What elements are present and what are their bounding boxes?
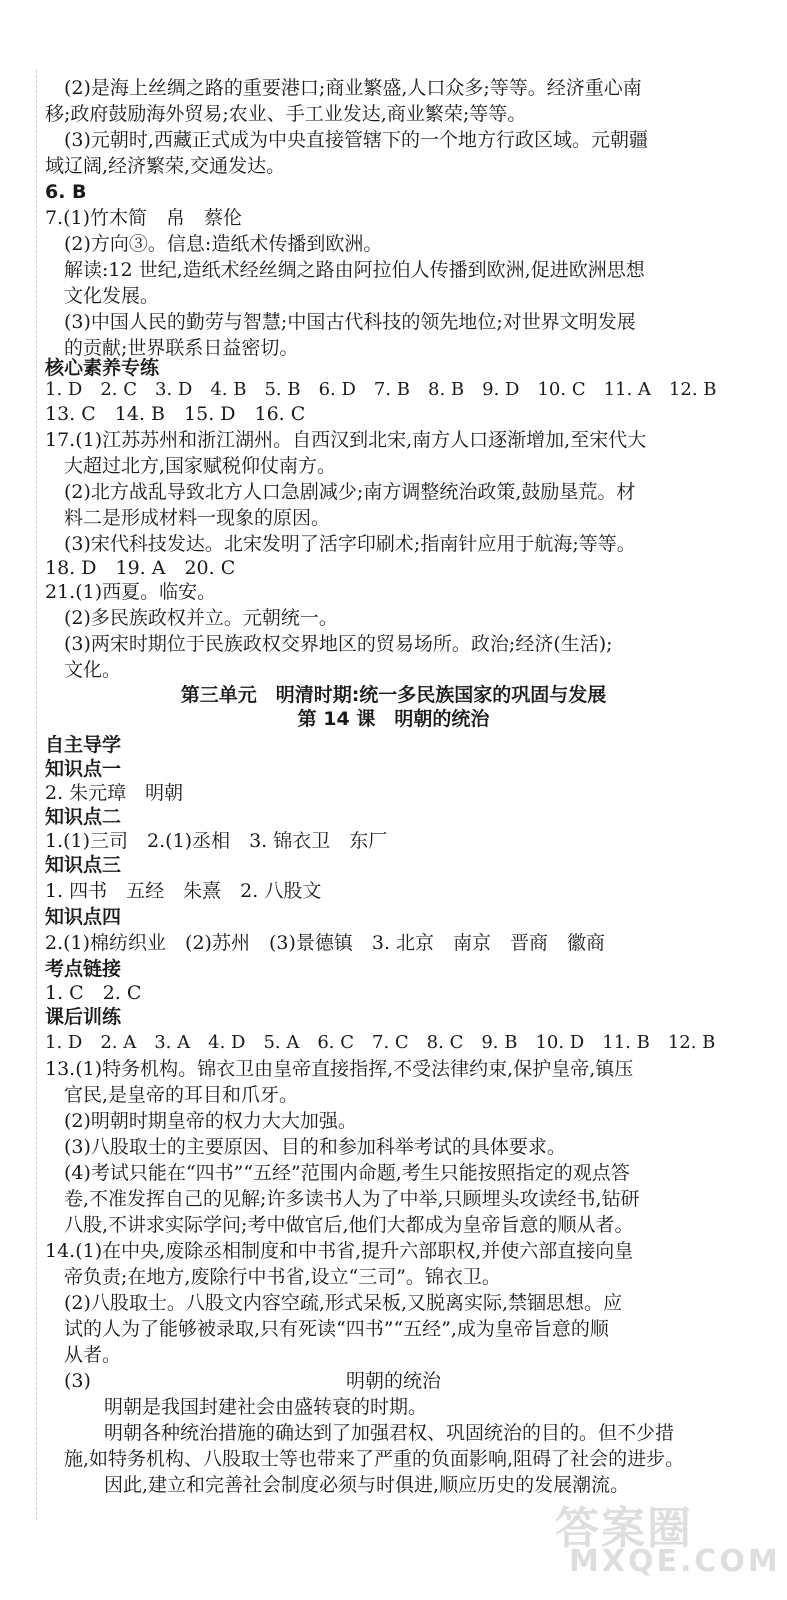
- answer-line: 1. D 2. A 3. A 4. D 5. A 6. C 7. C 8. C 9. B 10. D 11. B 12. B: [45, 1032, 716, 1053]
- watermark-url: MXQE.COM: [569, 1544, 781, 1579]
- answer-line: 1. C 2. C: [45, 982, 142, 1004]
- watermark-logo-text: 答案圈: [555, 1503, 693, 1554]
- text-line: 的贡献;世界联系日益密切。: [64, 337, 299, 359]
- text-line: 八股,不讲求实际学问;考中做官后,他们大都成为皇帝旨意的顺从者。: [64, 1214, 634, 1236]
- answer-line: 21.(1)西夏。临安。: [45, 581, 217, 603]
- answer-line: 7.(1)竹木简 帛 蔡伦: [45, 207, 243, 229]
- unit-title: 第三单元 明清时期:统一多民族国家的巩固与发展: [180, 684, 607, 706]
- answer-line: 1. 四书 五经 朱熹 2. 八股文: [45, 880, 322, 902]
- text-line: 文化。: [64, 659, 122, 681]
- essay-paragraph: 因此,建立和完善社会制度必须与时俱进,顺应历史的发展潮流。: [104, 1474, 630, 1496]
- section-heading: 考点链接: [45, 958, 122, 980]
- site-watermark: [555, 1492, 781, 1582]
- text-line: 料二是形成材料一现象的原因。: [64, 507, 331, 529]
- text-line: (2)是海上丝绸之路的重要港口;商业繁盛,人口众多;等等。经济重心南: [64, 77, 642, 99]
- text-line: (3)宋代科技发达。北宋发明了活字印刷术;指南针应用于航海;等等。: [64, 533, 636, 555]
- section-heading: 知识点四: [45, 906, 122, 928]
- text-line: (3)八股取士的主要原因、目的和参加科举考试的具体要求。: [64, 1136, 566, 1158]
- answer-line: 1.(1)三司 2.(1)丞相 3. 锦衣卫 东厂: [45, 830, 388, 852]
- text-line: (2)方向③。信息:造纸术传播到欧洲。: [64, 233, 383, 255]
- text-line: 卷,不准发挥自己的见解;许多读书人为了中举,只顾埋头攻读经书,钻研: [64, 1188, 640, 1210]
- text-line: (2)八股取士。八股文内容空疏,形式呆板,又脱离实际,禁锢思想。应: [64, 1292, 623, 1314]
- text-line: (4)考试只能在“四书”“五经”范围内命题,考生只能按照指定的观点答: [64, 1162, 630, 1184]
- text-line: 域辽阔,经济繁荣,交通发达。: [45, 155, 286, 177]
- text-line: 大超过北方,国家赋税仰仗南方。: [64, 455, 337, 477]
- text-line: (3): [64, 1370, 91, 1392]
- text-line: 移;政府鼓励海外贸易;农业、手工业发达,商业繁荣;等等。: [45, 103, 527, 125]
- section-heading: 核心素养专练: [45, 357, 160, 379]
- answer-line: 1. D 2. C 3. D 4. B 5. B 6. D 7. B 8. B 9. D 10. C 11. A 12. B: [45, 379, 717, 400]
- text-line: (2)北方战乱导致北方人口急剧减少;南方调整统治政策,鼓励垦荒。材: [64, 481, 636, 503]
- section-heading: 知识点二: [45, 806, 122, 828]
- text-line: (3)两宋时期位于民族政权交界地区的贸易场所。政治;经济(生活);: [64, 633, 613, 655]
- text-line: (3)中国人民的勤劳与智慧;中国古代科技的领先地位;对世界文明发展: [64, 311, 636, 333]
- section-heading: 知识点三: [45, 854, 122, 876]
- section-heading: 课后训练: [45, 1006, 122, 1028]
- text-line: 从者。: [64, 1344, 122, 1366]
- essay-title: 明朝的统治: [345, 1370, 441, 1392]
- text-line: (2)多民族政权并立。元朝统一。: [64, 607, 338, 629]
- answer-line: 13.(1)特务机构。锦衣卫由皇帝直接指挥,不受法律约束,保护皇帝,镇压: [45, 1058, 634, 1080]
- answer-line: 2.(1)棉纺织业 (2)苏州 (3)景德镇 3. 北京 南京 晋商 徽商: [45, 932, 606, 954]
- margin-rule: [36, 70, 37, 1520]
- essay-paragraph: 明朝是我国封建社会由盛转衰的时期。: [104, 1396, 428, 1418]
- essay-paragraph: 明朝各种统治措施的确达到了加强君权、巩固统治的目的。但不少措: [104, 1422, 675, 1444]
- text-line: 帝负责;在地方,废除行中书省,设立“三司”。锦衣卫。: [64, 1266, 501, 1288]
- section-heading: 知识点一: [45, 758, 122, 780]
- answer-line: 6. B: [45, 181, 87, 203]
- answer-line: 13. C 14. B 15. D 16. C: [45, 403, 306, 425]
- text-line: 试的人为了能够被录取,只有死读“四书”“五经”,成为皇帝旨意的顺: [64, 1318, 609, 1340]
- text-line: 文化发展。: [64, 285, 160, 307]
- answer-line: 18. D 19. A 20. C: [45, 557, 236, 579]
- answer-line: 17.(1)江苏苏州和浙江湖州。自西汉到北宋,南方人口逐渐增加,至宋代大: [45, 429, 647, 451]
- text-line: 官民,是皇帝的耳目和爪牙。: [64, 1084, 299, 1106]
- text-line: 解读:12 世纪,造纸术经丝绸之路由阿拉伯人传播到欧洲,促进欧洲思想: [64, 259, 645, 281]
- answer-line: 14.(1)在中央,废除丞相制度和中书省,提升六部职权,并使六部直接向皇: [45, 1240, 634, 1262]
- text-line: (2)明朝时期皇帝的权力大大加强。: [64, 1110, 357, 1132]
- essay-paragraph: 施,如特务机构、八股取士等也带来了严重的负面影响,阻碍了社会的进步。: [64, 1448, 685, 1470]
- section-heading: 自主导学: [45, 734, 122, 756]
- lesson-title: 第 14 课 明朝的统治: [297, 708, 490, 730]
- answer-line: 2. 朱元璋 明朝: [45, 782, 184, 804]
- text-line: (3)元朝时,西藏正式成为中央直接管辖下的一个地方行政区域。元朝疆: [64, 129, 648, 151]
